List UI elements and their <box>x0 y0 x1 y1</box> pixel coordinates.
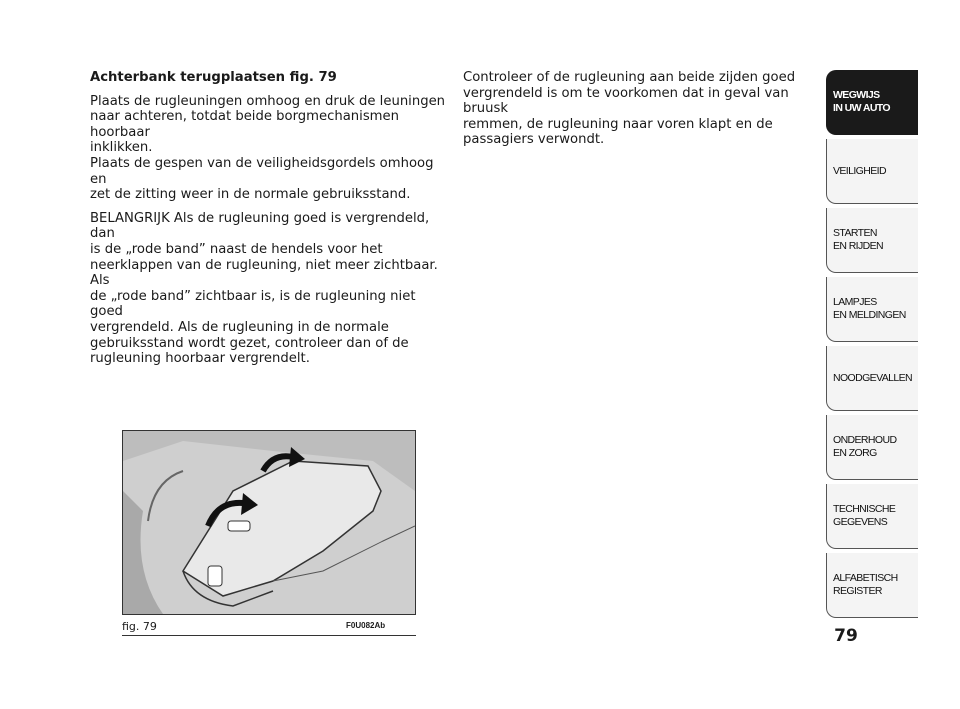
sidebar-tabs <box>826 70 918 622</box>
warning-paragraph: Controleer of de rugleuning aan beide zijden goed vergrendeld is om te voorkomen dat in geval van bruusk remmen, de rugleuning naar voren klapt en de passagiers verwondt. <box>463 70 796 148</box>
page-number: 79 <box>834 626 858 646</box>
tab-veiligheid[interactable] <box>826 139 918 204</box>
tab-label: STARTEN EN RIJDEN <box>833 227 884 252</box>
tab-label: NOODGEVALLEN <box>833 371 912 384</box>
tab-label: ONDERHOUD EN ZORG <box>833 434 897 459</box>
figure-rule <box>122 635 416 636</box>
figure-label: fig. 79 <box>122 620 157 633</box>
tab-label: LAMPJES EN MELDINGEN <box>833 296 906 321</box>
instruction-paragraph: Plaats de rugleuningen omhoog en druk de leuningen naar achteren, totdat beide borgmechanismen hoorbaar inklikken. Plaats de gespen van de veiligheidsgordels omhoog en zet de zitting weer in de normale gebruiksstand. <box>90 93 446 203</box>
tab-technische[interactable] <box>826 484 918 549</box>
section-heading: Achterbank terugplaatsen fig. 79 <box>90 70 337 85</box>
tab-noodgevallen[interactable] <box>826 346 918 411</box>
tab-starten[interactable] <box>826 208 918 273</box>
tab-lampjes[interactable] <box>826 277 918 342</box>
right-column <box>463 70 813 156</box>
tab-label: TECHNISCHE GEGEVENS <box>833 503 896 528</box>
folding-seat-illustration <box>123 431 415 614</box>
tab-wegwijs[interactable] <box>826 70 918 135</box>
figure-79 <box>122 430 416 615</box>
tab-label: VEILIGHEID <box>833 164 886 177</box>
figure-code: F0U082Ab <box>346 621 386 630</box>
left-column <box>90 70 448 375</box>
tab-register[interactable] <box>826 553 918 618</box>
tab-label: ALFABETISCH REGISTER <box>833 572 898 597</box>
important-paragraph: BELANGRIJK Als de rugleuning goed is vergrendeld, dan is de „rode band” naast de hendels voor het neerklappen van de rugleuning, niet meer zichtbaar. Als de „rode band” zichtbaar is, is de rugleuning niet goed vergrendeld. Als de rugleuning in de normale gebruiksstand wordt gezet, controleer dan of de rugleuning hoorbaar vergrendelt. <box>90 210 438 367</box>
tab-label: WEGWIJS IN UW AUTO <box>833 89 890 114</box>
tab-onderhoud[interactable] <box>826 415 918 480</box>
